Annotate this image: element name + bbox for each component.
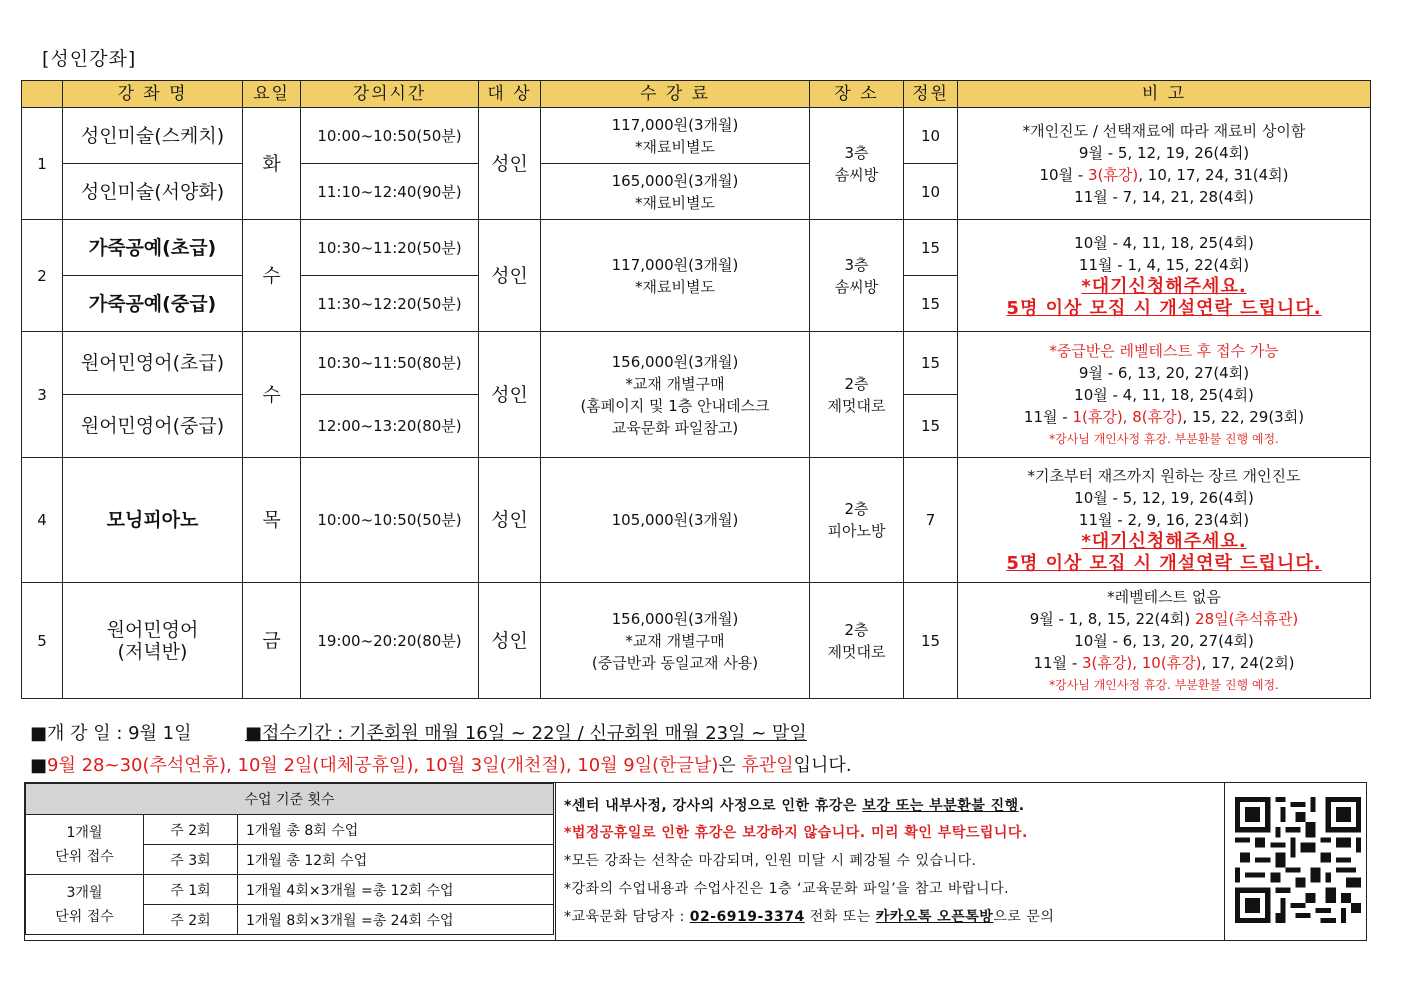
- unit-line: 1개월: [66, 824, 103, 841]
- note-text: *센터 내부사정, 강사의 사정으로 인한 휴강은: [564, 798, 863, 814]
- course-fee: [541, 220, 810, 332]
- place-line: 3층: [844, 255, 869, 274]
- table-row: [26, 875, 554, 905]
- course-fee: [541, 583, 810, 699]
- fee-line: *재료비별도: [635, 193, 715, 212]
- place-line: 솜씨방: [834, 165, 879, 184]
- col-header-remark: 비 고: [958, 81, 1371, 108]
- course-time: 10:00~10:50(50분): [301, 458, 479, 583]
- course-time: 10:30~11:50(80분): [301, 332, 479, 395]
- weekly-count: 주 1회: [144, 875, 238, 905]
- course-day: 수: [243, 220, 301, 332]
- course-no: 1: [22, 108, 63, 220]
- remark-line: 10월 - 5, 12, 19, 26(4회): [1074, 489, 1254, 507]
- place-line: 피아노방: [827, 522, 886, 540]
- remark-text: , 10, 17, 24, 31(4회): [1138, 165, 1289, 184]
- course-name: 가죽공예(중급): [63, 276, 243, 332]
- course-no: 3: [22, 332, 63, 458]
- remark-line: *중급반은 레벨테스트 후 접수 가능: [1049, 341, 1279, 360]
- course-fee: [541, 108, 810, 164]
- course-day: 수: [243, 332, 301, 458]
- remark-text: , 17, 24(2회): [1201, 653, 1295, 672]
- course-place: [810, 220, 904, 332]
- place-line: 2층: [844, 374, 869, 393]
- holiday-text: 입니다.: [793, 755, 852, 776]
- remark-line: 9월 - 5, 12, 19, 26(4회): [1078, 143, 1250, 162]
- course-name: 원어민영어(초급): [63, 332, 243, 395]
- waitlist-notice: *대기신청해주세요.: [1081, 531, 1247, 552]
- page-title: [성인강좌]: [42, 48, 137, 70]
- class-count-table: [25, 783, 554, 935]
- registration-period: ■접수기간 : 기존회원 매월 16일 ~ 22일 / 신규회원 매월 23일 ~ 말일: [245, 723, 807, 744]
- unit-line: 단위 접수: [55, 848, 114, 865]
- course-name-line: (저녁반): [117, 640, 188, 663]
- col-header-time: 강의시간: [301, 81, 479, 108]
- remark-text: 11월 -: [1033, 653, 1082, 672]
- table-row: [22, 583, 1371, 699]
- remark-line: [958, 406, 1370, 428]
- fee-line: 117,000원(3개월): [611, 115, 739, 134]
- course-name: 원어민영어(중급): [63, 395, 243, 458]
- note-makeup: [564, 795, 1025, 815]
- course-day: 금: [243, 583, 301, 699]
- course-name: 가죽공예(초급): [63, 220, 243, 276]
- table-row: [22, 332, 1371, 395]
- remark-line: 11월 - 7, 14, 21, 28(4회): [1074, 187, 1254, 206]
- remark-line: *레벨테스트 없음: [1107, 587, 1221, 606]
- note-text: 전화 또는: [804, 909, 876, 925]
- fee-line: 156,000원(3개월): [611, 609, 739, 628]
- col-header-day: 요일: [243, 81, 301, 108]
- remark-text: 9월 - 1, 8, 15, 22(4회): [1029, 609, 1196, 628]
- remark-cancel: 3(휴강): [1088, 165, 1139, 184]
- course-time: 10:30~11:20(50분): [301, 220, 479, 276]
- min-enrollment-notice: 5명 이상 모집 시 개설연락 드립니다.: [1006, 553, 1322, 574]
- holiday-info: [30, 751, 852, 777]
- course-target: 성인: [479, 220, 541, 332]
- min-enrollment-notice: 5명 이상 모집 시 개설연락 드립니다.: [1006, 297, 1322, 319]
- course-no: 2: [22, 220, 63, 332]
- place-line: 솜씨방: [834, 277, 879, 296]
- course-capacity: 15: [904, 395, 958, 458]
- course-target: 성인: [479, 458, 541, 583]
- remark-line: 10월 - 4, 11, 18, 25(4회): [1074, 233, 1254, 252]
- count-desc: 1개월 4회×3개월 =총 12회 수업: [238, 875, 554, 905]
- note-text: .: [1018, 798, 1025, 814]
- col-header-name: 강 좌 명: [63, 81, 243, 108]
- unit-cell: [26, 815, 144, 875]
- col-header-no: [22, 81, 63, 108]
- course-capacity: 10: [904, 108, 958, 164]
- remark-line: [958, 164, 1370, 186]
- course-capacity: 15: [904, 220, 958, 276]
- table-row: [22, 458, 1371, 583]
- remark-closed: 28일(추석휴관): [1195, 609, 1299, 628]
- course-time: 11:10~12:40(90분): [301, 164, 479, 220]
- open-date: ■개 강 일 : 9월 1일: [30, 723, 192, 744]
- class-count-header: 수업 기준 횟수: [26, 784, 554, 815]
- count-desc: 1개월 총 8회 수업: [238, 815, 554, 845]
- fee-line: *교재 개별구매: [625, 374, 725, 393]
- remark-line: 11월 - 2, 9, 16, 23(4회): [1078, 511, 1250, 529]
- fee-line: *재료비별도: [635, 137, 715, 156]
- holiday-text: 은: [718, 755, 742, 776]
- table-header: [22, 81, 1371, 108]
- course-time: 11:30~12:20(50분): [301, 276, 479, 332]
- col-header-target: 대 상: [479, 81, 541, 108]
- notes-panel: [555, 783, 1225, 940]
- place-line: 제멋대로: [827, 642, 886, 661]
- note-contact: [564, 906, 1054, 926]
- course-capacity: 7: [904, 458, 958, 583]
- course-table: [21, 80, 1371, 699]
- course-name: 성인미술(스케치): [63, 108, 243, 164]
- count-desc: 1개월 총 12회 수업: [238, 845, 554, 875]
- fee-line: 156,000원(3개월): [611, 352, 739, 371]
- place-line: 제멋대로: [827, 396, 886, 415]
- remark-line: *강사님 개인사정 휴강. 부분환불 진행 예정.: [1049, 431, 1279, 446]
- note-public-holiday: *법정공휴일로 인한 휴강은 보강하지 않습니다. 미리 확인 부탁드립니다.: [564, 825, 1028, 841]
- course-remark: [958, 220, 1371, 332]
- remark-line: 11월 - 1, 4, 15, 22(4회): [1078, 255, 1250, 274]
- remark-cancel: 1(휴강), 8(휴강): [1072, 407, 1183, 426]
- note-underline: 보강 또는 부분환불 진행: [862, 798, 1019, 814]
- remark-text: 11월 -: [1023, 407, 1073, 426]
- table-row: [22, 220, 1371, 276]
- remark-text: , 15, 22, 29(3회): [1182, 407, 1305, 426]
- course-fee: [541, 458, 810, 583]
- course-target: 성인: [479, 332, 541, 458]
- course-place: [810, 458, 904, 583]
- col-header-place: 장 소: [810, 81, 904, 108]
- holiday-bullet: ■: [30, 755, 48, 776]
- course-place: [810, 332, 904, 458]
- note-text: 으로 문의: [993, 909, 1055, 925]
- place-line: 2층: [844, 500, 869, 518]
- course-time: 19:00~20:20(80분): [301, 583, 479, 699]
- holiday-closed: 휴관일: [741, 755, 794, 776]
- course-remark: [958, 332, 1371, 458]
- course-capacity: 15: [904, 583, 958, 699]
- remark-line: 10월 - 4, 11, 18, 25(4회): [1074, 385, 1254, 404]
- table-row: [26, 815, 554, 845]
- note-file-ref: *강좌의 수업내용과 수업사진은 1층 ‘교육문화 파일’을 참고 바랍니다.: [564, 881, 1010, 897]
- course-target: 성인: [479, 108, 541, 220]
- course-day: 화: [243, 108, 301, 220]
- fee-line: 117,000원(3개월): [611, 255, 739, 274]
- course-name: 성인미술(서양화): [63, 164, 243, 220]
- kakao-open-chat-link[interactable]: 카카오톡 오픈톡방: [875, 909, 994, 925]
- course-time: 10:00~10:50(50분): [301, 108, 479, 164]
- fee-line: *재료비별도: [635, 277, 715, 296]
- course-time: 12:00~13:20(80분): [301, 395, 479, 458]
- remark-line: *강사님 개인사정 휴강. 부분환불 진행 예정.: [1049, 677, 1279, 692]
- col-header-fee: 수 강 료: [541, 81, 810, 108]
- qr-code-icon[interactable]: [1235, 797, 1361, 923]
- fee-line: 교육문화 파일참고): [611, 418, 739, 437]
- course-fee: [541, 164, 810, 220]
- weekly-count: 주 2회: [144, 905, 238, 935]
- fee-line: (홈페이지 및 1층 안내데스크: [580, 396, 770, 415]
- course-no: 4: [22, 458, 63, 583]
- fee-line: *교재 개별구매: [625, 631, 725, 650]
- remark-line: [958, 608, 1370, 630]
- unit-line: 3개월: [66, 884, 103, 901]
- course-fee: [541, 332, 810, 458]
- course-name: 모닝피아노: [63, 458, 243, 583]
- course-no: 5: [22, 583, 63, 699]
- course-name-line: 원어민영어: [106, 618, 199, 641]
- fee-line: (중급반과 동일교재 사용): [591, 653, 759, 672]
- remark-cancel: 3(휴강), 10(휴강): [1082, 653, 1202, 672]
- course-place: [810, 583, 904, 699]
- course-remark: [958, 108, 1371, 220]
- course-remark: [958, 458, 1371, 583]
- remark-line: [958, 652, 1370, 674]
- unit-cell: [26, 875, 144, 935]
- course-capacity: 15: [904, 276, 958, 332]
- place-line: 2층: [844, 620, 869, 639]
- course-remark: [958, 583, 1371, 699]
- course-capacity: 15: [904, 332, 958, 395]
- table-row: [22, 108, 1371, 164]
- course-day: 목: [243, 458, 301, 583]
- weekly-count: 주 3회: [144, 845, 238, 875]
- place-line: 3층: [844, 143, 869, 162]
- remark-line: 10월 - 6, 13, 20, 27(4회): [1074, 631, 1254, 650]
- holiday-dates: 9월 28~30(추석연휴), 10월 2일(대체공휴일), 10월 3일(개천절), 10월 9일(한글날): [47, 755, 719, 776]
- course-capacity: 10: [904, 164, 958, 220]
- fee-line: 105,000원(3개월): [611, 511, 739, 529]
- contact-phone[interactable]: 02-6919-3374: [689, 909, 805, 925]
- waitlist-notice: *대기신청해주세요.: [1081, 275, 1247, 297]
- course-target: 성인: [479, 583, 541, 699]
- remark-line: *기초부터 재즈까지 원하는 장르 개인진도: [1027, 467, 1301, 485]
- remark-text: 10월 -: [1039, 165, 1089, 184]
- bottom-info-box: [24, 782, 1367, 941]
- note-first-come: *모든 강좌는 선착순 마감되며, 인원 미달 시 폐강될 수 있습니다.: [564, 853, 977, 869]
- remark-line: *개인진도 / 선택재료에 따라 재료비 상이함: [1022, 121, 1306, 140]
- col-header-capacity: 정원: [904, 81, 958, 108]
- course-name: [63, 583, 243, 699]
- weekly-count: 주 2회: [144, 815, 238, 845]
- open-date-info: [30, 719, 807, 745]
- count-desc: 1개월 8회×3개월 =총 24회 수업: [238, 905, 554, 935]
- note-text: *교육문화 담당자 :: [564, 909, 690, 925]
- fee-line: 165,000원(3개월): [611, 171, 739, 190]
- remark-line: 9월 - 6, 13, 20, 27(4회): [1078, 363, 1250, 382]
- course-place: [810, 108, 904, 220]
- unit-line: 단위 접수: [55, 908, 114, 925]
